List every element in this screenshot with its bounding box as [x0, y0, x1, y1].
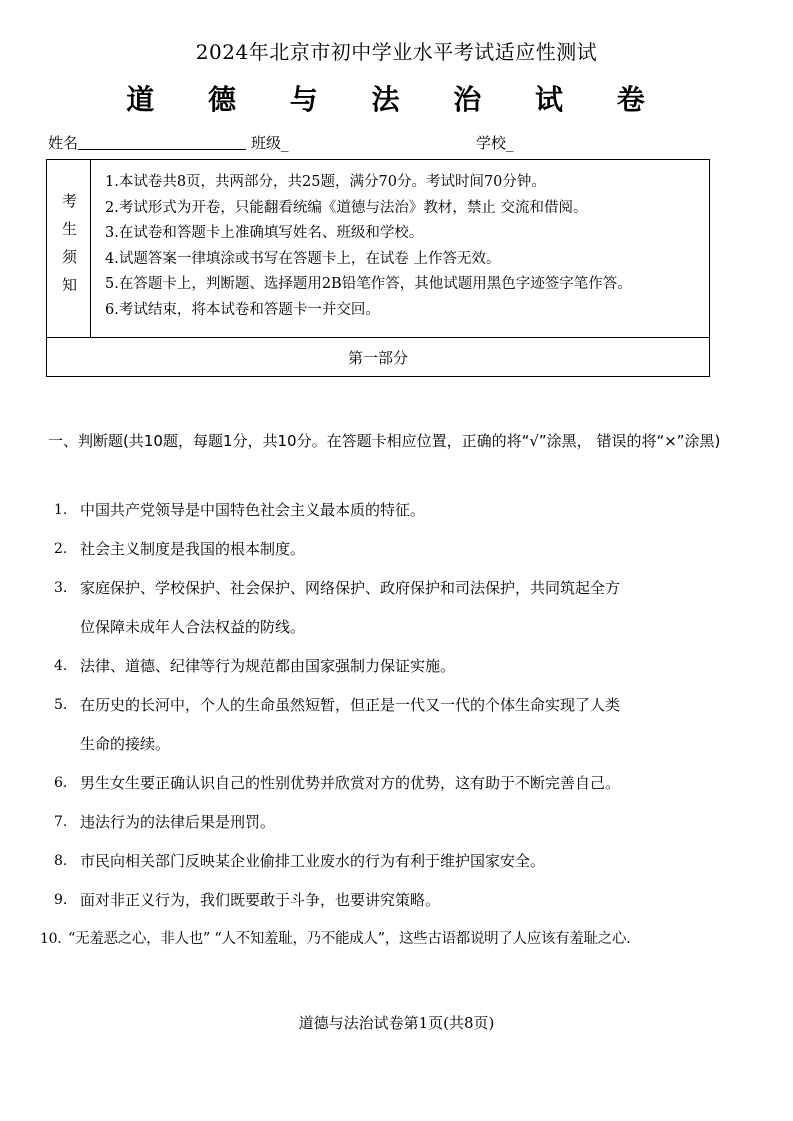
question-list — [40, 491, 748, 959]
question-item — [40, 920, 748, 959]
part-one-heading: 第一部分 — [47, 337, 709, 376]
question-item — [48, 881, 748, 920]
question-item — [48, 764, 748, 803]
name-blank[interactable] — [78, 135, 246, 150]
question-text: 市民向相关部门反映某企业偷排工业废水的行为有利于维护国家安全。 — [80, 852, 546, 870]
notice-item: 2.考试形式为开卷，只能翻看统编《道德与法治》教材，禁止 交流和借阅。 — [105, 199, 588, 216]
question-number: 3. — [54, 580, 68, 596]
question-text: 中国共产党领导是中国特色社会主义最本质的特征。 — [80, 501, 426, 519]
name-label: 姓名 — [48, 134, 79, 152]
notice-item: 1.本试卷共8页，共两部分，共25题，满分70分。考试时间70分钟。 — [105, 174, 546, 190]
page-footer: 道德与法治试卷第1页(共8页) — [298, 1014, 495, 1032]
subject-title: 道 德 与 法 治 试 卷 — [126, 83, 667, 116]
notice-item: 5.在答题卡上，判断题、选择题用2B铅笔作答，其他试题用黑色字迹签字笔作答。 — [105, 276, 632, 293]
question-text: 家庭保护、学校保护、社会保护、网络保护、政府保护和司法保护，共同筑起全方 — [80, 579, 621, 597]
question-number: 1. — [54, 502, 68, 518]
question-number: 10. — [40, 931, 62, 947]
question-number: 8. — [54, 853, 68, 869]
name-field[interactable] — [48, 132, 246, 153]
question-text: 法律、道德、纪律等行为规范都由国家强制力保证实施。 — [80, 657, 456, 675]
notice-label: 考生须知 — [60, 192, 78, 305]
question-number: 5. — [54, 697, 68, 713]
question-text: 社会主义制度是我国的根本制度。 — [80, 540, 306, 558]
question-text: 在历史的长河中，个人的生命虽然短暂，但正是一代又一代的个体生命实现了人类 — [80, 696, 621, 714]
question-number: 9. — [54, 892, 68, 908]
question-text: 男生女生要正确认识自己的性别优势并欣赏对方的优势，这有助于不断完善自己。 — [80, 774, 621, 792]
question-item — [48, 530, 748, 569]
question-item — [48, 569, 748, 647]
question-number: 6. — [54, 775, 68, 791]
question-item — [48, 803, 748, 842]
exam-title: 2024年北京市初中学业水平考试适应性测试 — [195, 40, 598, 64]
class-label: 班级_ — [251, 134, 289, 152]
notice-list — [105, 170, 705, 324]
notice-item: 4.试题答案一律填涂或书写在答题卡上，在试卷 上作答无效。 — [105, 250, 501, 267]
notice-item: 6.考试结束，将本试卷和答题卡一并交回。 — [105, 301, 380, 318]
question-text: “无羞恶之心，非人也” “人不知羞耻，乃不能成人”，这些古语都说明了人应该有羞耻之心. — [68, 931, 631, 947]
question-item — [48, 647, 748, 686]
question-text-continued: 生命的接续。 — [80, 735, 171, 753]
question-number: 7. — [54, 814, 68, 830]
school-label: 学校_ — [476, 134, 514, 152]
question-text: 面对非正义行为，我们既要敢于斗争，也要讲究策略。 — [80, 891, 441, 909]
notice-label-cell — [47, 160, 91, 337]
question-text-continued: 位保障未成年人合法权益的防线。 — [80, 618, 306, 636]
question-item — [48, 842, 748, 881]
section-heading: 一、判断题(共10题，每题1分，共10分。在答题卡相应位置，正确的将“√”涂黑， 错误的将“×”涂黑) — [48, 432, 721, 450]
question-number: 2. — [54, 541, 68, 557]
question-number: 4. — [54, 658, 68, 674]
notice-item: 3.在试卷和答题卡上准确填写姓名、班级和学校。 — [105, 225, 424, 242]
question-item — [48, 686, 748, 764]
exam-notice-box — [46, 159, 710, 377]
question-text: 违法行为的法律后果是刑罚。 — [80, 813, 276, 831]
question-item — [48, 491, 748, 530]
